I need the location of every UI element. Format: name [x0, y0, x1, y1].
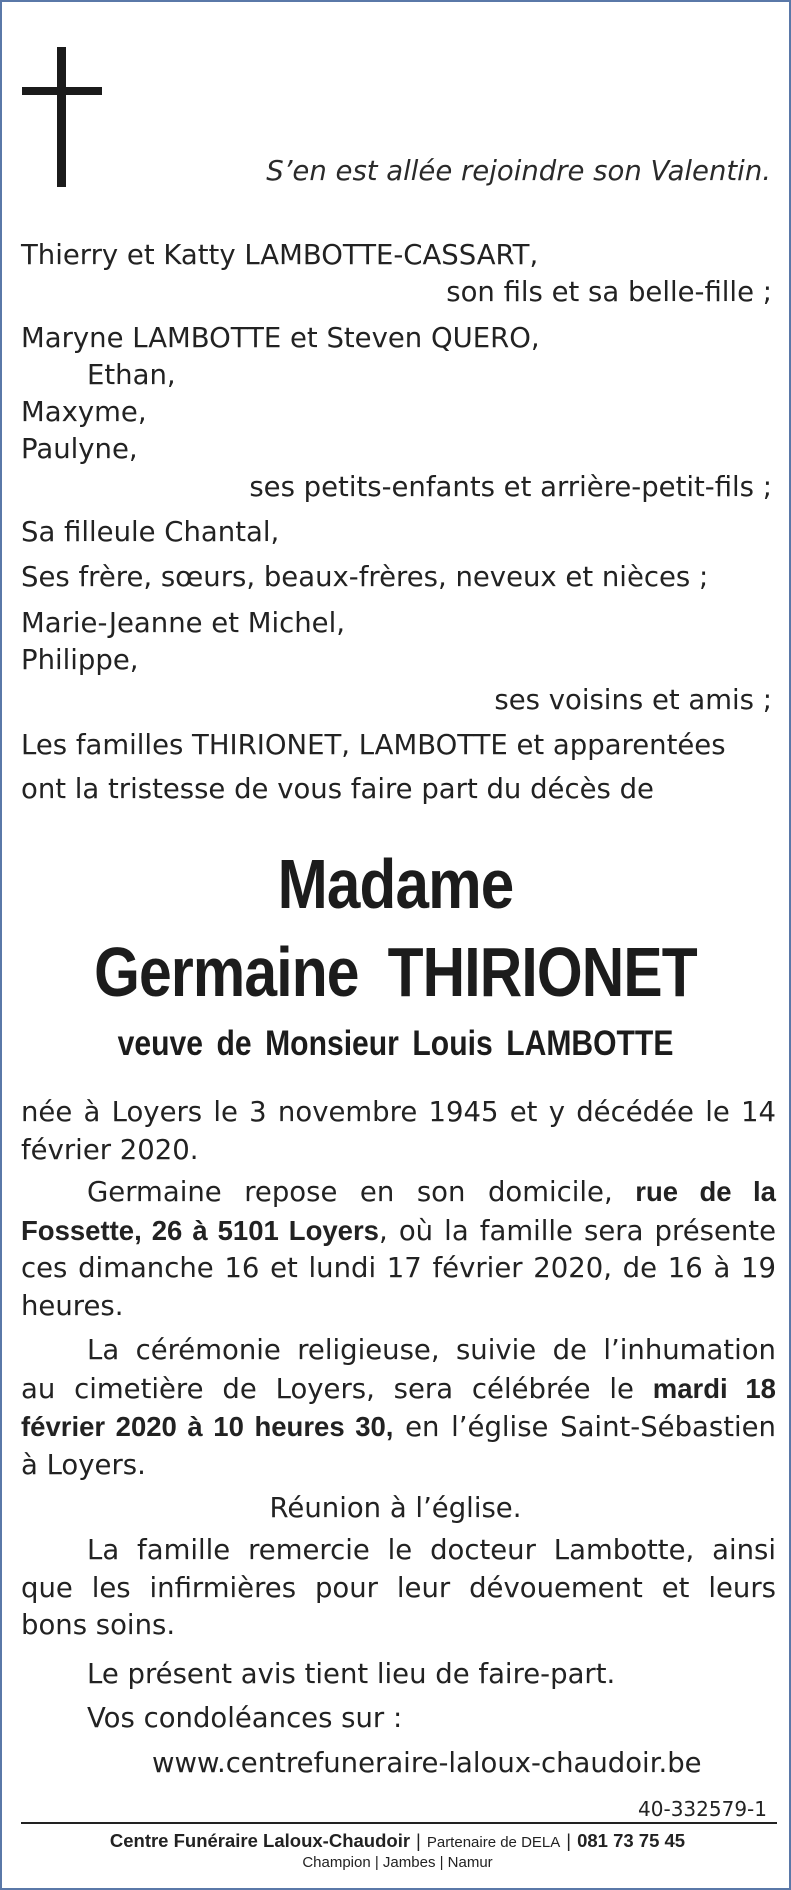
ceremony-text-end: en l’église Saint-Sébastien à Loyers.	[21, 1411, 776, 1481]
family-line: son fils et sa belle-fille ;	[446, 276, 772, 308]
widow-of: veuve de Monsieur Louis LAMBOTTE	[117, 1024, 674, 1063]
family-line: ont la tristesse de vous faire part du décès de	[21, 773, 654, 805]
cross-icon-bar	[22, 87, 102, 95]
footer-locations: Champion | Jambes | Namur	[302, 1854, 493, 1871]
family-line: Marie-Jeanne et Michel,	[21, 607, 345, 639]
birth-death-paragraph: née à Loyers le 3 novembre 1945 et y décédée le 14 février 2020.	[21, 1096, 776, 1166]
family-line: ses petits-enfants et arrière-petit-fils ;	[249, 471, 772, 503]
footer-divider	[21, 1822, 777, 1824]
cross-icon	[57, 47, 66, 187]
family-line: Thierry et Katty LAMBOTTE-CASSART,	[21, 239, 539, 271]
ceremony-text: La cérémonie religieuse, suivie de l’inhumation au cimetière de Loyers, sera célébrée le	[21, 1334, 776, 1405]
repose-text: Germaine repose en son domicile,	[87, 1176, 636, 1208]
footer-company-line	[2, 1830, 791, 1852]
partner-text: Partenaire de DELA	[426, 1834, 561, 1851]
thanks-paragraph: La famille remercie le docteur Lambotte, ainsi que les infirmières pour leur dévouement et leurs bons soins.	[21, 1534, 776, 1641]
family-line: ses voisins et amis ;	[494, 684, 772, 716]
notice-text: Le présent avis tient lieu de faire-part.	[87, 1658, 616, 1690]
ceremony-date: mardi 18 février 2020 à 10 heures 30,	[21, 1372, 776, 1442]
family-line: Ethan,	[87, 359, 176, 391]
separator: |	[566, 1830, 572, 1851]
family-line: Ses frère, sœurs, beaux-frères, neveux et nièces ;	[21, 561, 709, 593]
tagline: S’en est allée rejoindre son Valentin.	[266, 155, 771, 187]
repose-paragraph	[21, 1173, 776, 1325]
family-line: Paulyne,	[21, 433, 138, 465]
phone-number: 081 73 75 45	[577, 1830, 686, 1851]
company-name: Centre Funéraire Laloux-Chaudoir	[109, 1830, 411, 1851]
family-line: Les familles THIRIONET, LAMBOTTE et apparentées	[21, 729, 726, 761]
repose-address: rue de la Fossette, 26 à 5101 Loyers	[21, 1176, 776, 1246]
family-line: Sa filleule Chantal,	[21, 516, 280, 548]
family-line: Maxyme,	[21, 396, 147, 428]
deceased-title: Madame	[277, 845, 514, 923]
repose-text-end: , où la famille sera présente ces dimanche 16 et lundi 17 février 2020, de 16 à 19 heures.	[21, 1214, 777, 1322]
family-line: Philippe,	[21, 644, 139, 676]
deceased-name: Germaine THIRIONET	[94, 933, 697, 1011]
family-line: Maryne LAMBOTTE et Steven QUERO,	[21, 322, 540, 354]
website-link[interactable]: www.centrefuneraire-laloux-chaudoir.be	[152, 1747, 702, 1779]
ceremony-paragraph	[21, 1332, 776, 1484]
separator: |	[416, 1830, 421, 1851]
condolences-label: Vos condoléances sur :	[87, 1702, 403, 1734]
reunion-text: Réunion à l’église.	[269, 1492, 522, 1524]
reference-number: 40-332579-1	[638, 1797, 767, 1821]
